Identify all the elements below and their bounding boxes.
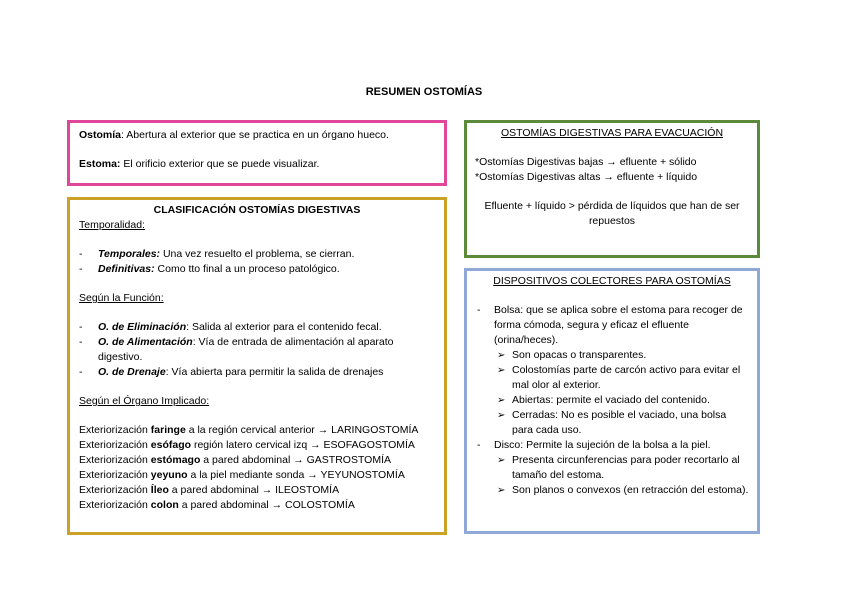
list-item: ➢ Cerradas: No es posible el vaciado, una bolsa para cada uso.: [475, 408, 749, 438]
organ-name: yeyuno: [150, 469, 188, 481]
row-prefix: Exteriorización: [79, 424, 151, 436]
list-item: ➢ Presenta circunferencias para poder recortarlo al tamaño del estoma.: [475, 453, 749, 483]
item-text: Como tto final a un proceso patológico.: [154, 263, 340, 275]
row-prefix: Exteriorización: [79, 469, 151, 481]
row-prefix: Exteriorización: [79, 499, 151, 511]
organ-name: colon: [150, 499, 179, 511]
funcion-label: Según la Función:: [79, 292, 164, 304]
evacuation-heading: OSTOMÍAS DIGESTIVAS PARA EVACUACIÓN: [500, 127, 724, 139]
row-suffix: región latero cervical izq → ESOFAGOSTOMÍA: [191, 439, 415, 451]
row-prefix: Exteriorización: [79, 484, 151, 496]
item-text: : Vía abierta para permitir la salida de drenajes: [165, 366, 384, 378]
evacuation-line-low: *Ostomías Digestivas bajas → efluente + sólido: [475, 156, 697, 168]
list-item: ➢ Colostomías parte de carcón activo para evitar el mal olor al exterior.: [475, 363, 749, 393]
row-suffix: a pared abdominal → GASTROSTOMÍA: [200, 454, 392, 466]
item-text: : Vía de entrada de alimentación al aparato digestivo.: [98, 336, 394, 363]
item-text: : Salida al exterior para el contenido fecal.: [186, 321, 382, 333]
list-item: ➢ Abiertas: permite el vaciado del contenido.: [475, 393, 749, 408]
organo-label: Según el Órgano Implicado:: [79, 395, 210, 407]
list-item: [79, 262, 435, 277]
row-prefix: Exteriorización: [79, 439, 151, 451]
organ-row: [79, 468, 435, 483]
list-item: [79, 335, 435, 365]
list-item: ➢ Son planos o convexos (en retracción del estoma).: [475, 483, 749, 498]
row-suffix: a pared abdominal → ILEOSTOMÍA: [168, 484, 340, 496]
organ-name: esófago: [150, 439, 192, 451]
row-prefix: Exteriorización: [79, 454, 151, 466]
ostomia-definition: [79, 128, 435, 143]
organ-name: estómago: [150, 454, 201, 466]
item-term: Definitivas:: [98, 263, 155, 275]
devices-heading: DISPOSITIVOS COLECTORES PARA OSTOMÍAS: [493, 275, 731, 287]
organ-name: Íleo: [150, 484, 169, 496]
definitions-box: [67, 120, 447, 186]
classification-box: [67, 197, 447, 535]
evacuation-box: [464, 120, 760, 258]
evacuation-note: Efluente + líquido > pérdida de líquidos que han de ser repuestos: [484, 200, 740, 227]
estoma-term: Estoma:: [79, 158, 121, 170]
organ-row: [79, 498, 435, 513]
ostomia-text: : Abertura al exterior que se practica en un órgano hueco.: [121, 129, 389, 141]
list-item: [79, 247, 435, 262]
item-text: Una vez resuelto el problema, se cierran.: [160, 248, 355, 260]
bolsa-item: - Bolsa: que se aplica sobre el estoma para recoger de forma cómoda, segura y eficaz el efluente (orina/heces).: [475, 303, 749, 348]
item-term: O. de Alimentación: [98, 336, 193, 348]
classification-heading: CLASIFICACIÓN OSTOMÍAS DIGESTIVAS: [153, 204, 361, 216]
list-item: ➢ Son opacas o transparentes.: [475, 348, 749, 363]
list-item: [79, 320, 435, 335]
ostomia-term: Ostomía: [79, 129, 122, 141]
organ-name: faringe: [150, 424, 186, 436]
item-term: Temporales:: [98, 248, 161, 260]
item-term: O. de Drenaje: [98, 366, 166, 378]
estoma-definition: [79, 157, 435, 172]
organ-row: [79, 483, 435, 498]
organ-row: [79, 423, 435, 438]
list-item: [79, 365, 435, 380]
organ-row: [79, 453, 435, 468]
estoma-text: El orificio exterior que se puede visualizar.: [120, 158, 320, 170]
temporalidad-label: Temporalidad:: [79, 219, 145, 231]
row-suffix: a pared abdominal → COLOSTOMÍA: [178, 499, 355, 511]
row-suffix: a la región cervical anterior → LARINGOSTOMÍA: [185, 424, 419, 436]
page-title: RESUMEN OSTOMÍAS: [365, 86, 483, 98]
row-suffix: a la piel mediante sonda → YEYUNOSTOMÍA: [187, 469, 405, 481]
devices-box: [464, 268, 760, 534]
evacuation-line-high: *Ostomías Digestivas altas → efluente + líquido: [475, 171, 698, 183]
item-term: O. de Eliminación: [98, 321, 187, 333]
organ-row: [79, 438, 435, 453]
disco-item: - Disco: Permite la sujeción de la bolsa a la piel.: [475, 438, 749, 453]
